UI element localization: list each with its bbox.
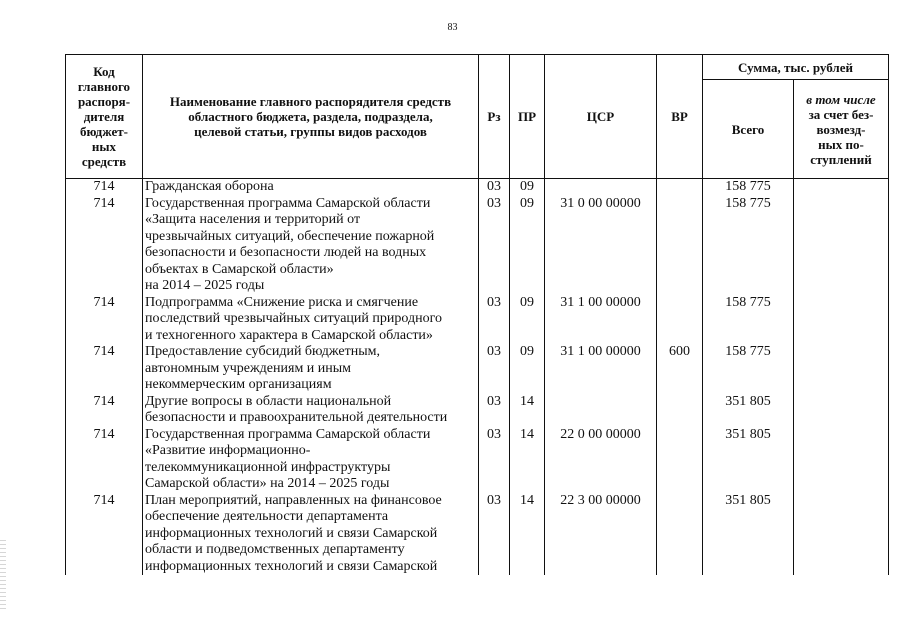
budget-table xyxy=(65,54,889,575)
header-code xyxy=(66,55,143,179)
name-line: объектах в Самарской области» xyxy=(145,261,334,277)
cell-code: 714 xyxy=(66,427,143,493)
table-row xyxy=(66,493,889,576)
table-row xyxy=(66,394,889,427)
cell-name xyxy=(143,394,479,427)
header-line: Наименование главного распорядителя средств xyxy=(169,94,452,109)
header-line: главного xyxy=(77,79,131,94)
name-line: на 2014 – 2025 годы xyxy=(145,278,265,293)
cell-rz: 03 xyxy=(479,394,510,427)
page-number: 83 xyxy=(447,22,458,33)
header-line: целевой статьи, группы видов расходов xyxy=(194,124,427,139)
cell-code: 714 xyxy=(66,196,143,295)
header-rz: Рз xyxy=(479,55,510,179)
cell-csr: 22 0 00 00000 xyxy=(545,427,657,493)
table-row xyxy=(66,427,889,493)
name-line: некоммерческим организациям xyxy=(145,377,332,392)
name-line: безопасности и правоохранительной деятельности xyxy=(145,410,448,425)
header-line: ных по- xyxy=(818,136,864,152)
cell-vr xyxy=(657,295,703,345)
header-line: ных xyxy=(91,139,117,154)
header-line: дителя xyxy=(83,109,125,124)
cell-name xyxy=(143,493,479,576)
cell-pr: 09 xyxy=(510,295,545,345)
header-line: возмезд- xyxy=(816,121,866,137)
scan-artifact xyxy=(0,540,6,610)
cell-total: 351 805 xyxy=(703,493,794,576)
table-row xyxy=(66,179,889,196)
cell-total: 158 775 xyxy=(703,344,794,394)
cell-name xyxy=(143,427,479,493)
table-body xyxy=(66,179,889,576)
cell-total: 158 775 xyxy=(703,179,794,196)
name-line: безопасности и безопасности людей на водных xyxy=(145,245,427,260)
table-row xyxy=(66,295,889,345)
name-line: информационных технологий и связи Самарской xyxy=(145,525,438,541)
cell-vr xyxy=(657,427,703,493)
header-line: распоря- xyxy=(77,94,131,109)
cell-free-receipts xyxy=(794,427,889,493)
name-line: Государственная программа Самарской области xyxy=(145,426,431,442)
cell-free-receipts xyxy=(794,394,889,427)
cell-vr xyxy=(657,394,703,427)
cell-vr: 600 xyxy=(657,344,703,394)
header-line: бюджет- xyxy=(79,124,128,139)
cell-csr: 31 0 00 00000 xyxy=(545,196,657,295)
name-line: телекоммуникационной инфраструктуры xyxy=(145,459,391,475)
cell-rz: 03 xyxy=(479,196,510,295)
cell-code: 714 xyxy=(66,295,143,345)
header-sum-group: Сумма, тыс. рублей xyxy=(703,55,889,80)
table-row xyxy=(66,344,889,394)
name-line: обеспечение деятельности департамента xyxy=(145,509,389,524)
header-line: ступлений xyxy=(810,151,872,167)
cell-vr xyxy=(657,196,703,295)
cell-rz: 03 xyxy=(479,295,510,345)
cell-csr: 31 1 00 00000 xyxy=(545,344,657,394)
header-line: за счет без- xyxy=(808,106,874,122)
name-line: «Развитие информационно- xyxy=(145,443,311,458)
cell-name xyxy=(143,179,479,196)
cell-free-receipts xyxy=(794,295,889,345)
header-line: Код xyxy=(93,64,115,79)
cell-name xyxy=(143,295,479,345)
name-line: чрезвычайных ситуаций, обеспечение пожарной xyxy=(145,228,435,244)
name-line: Предоставление субсидий бюджетным, xyxy=(145,344,381,359)
cell-pr: 14 xyxy=(510,394,545,427)
cell-free-receipts xyxy=(794,179,889,196)
header-line: областного бюджета, раздела, подраздела, xyxy=(188,109,433,124)
name-line: автономным учреждениям и иным xyxy=(145,360,352,376)
cell-vr xyxy=(657,179,703,196)
cell-pr: 14 xyxy=(510,427,545,493)
cell-code: 714 xyxy=(66,179,143,196)
name-line: области и подведомственных департаменту xyxy=(145,542,405,557)
name-line: Самарской области» на 2014 – 2025 годы xyxy=(145,476,390,491)
name-line: Подпрограмма «Снижение риска и смягчение xyxy=(145,294,419,310)
cell-total: 351 805 xyxy=(703,427,794,493)
cell-rz: 03 xyxy=(479,344,510,394)
cell-free-receipts xyxy=(794,196,889,295)
name-line: Гражданская оборона xyxy=(145,179,274,194)
cell-pr: 09 xyxy=(510,179,545,196)
cell-rz: 03 xyxy=(479,493,510,576)
header-name xyxy=(143,55,479,179)
table-row xyxy=(66,196,889,295)
cell-pr: 09 xyxy=(510,344,545,394)
header-line: средств xyxy=(81,154,127,169)
cell-csr xyxy=(545,394,657,427)
name-line: информационных технологий и связи Самарской xyxy=(145,558,438,574)
name-line: Государственная программа Самарской области xyxy=(145,195,431,211)
name-line: «Защита населения и территорий от xyxy=(145,212,361,227)
cell-code: 714 xyxy=(66,493,143,576)
name-line: и техногенного характера в Самарской области» xyxy=(145,327,433,343)
cell-pr: 09 xyxy=(510,196,545,295)
name-line: План мероприятий, направленных на финансовое xyxy=(145,492,442,508)
cell-csr xyxy=(545,179,657,196)
header-total: Всего xyxy=(703,80,794,179)
cell-free-receipts xyxy=(794,344,889,394)
cell-csr: 22 3 00 00000 xyxy=(545,493,657,576)
cell-free-receipts xyxy=(794,493,889,576)
cell-vr xyxy=(657,493,703,576)
header-line: в том числе xyxy=(806,91,876,107)
cell-name xyxy=(143,344,479,394)
cell-total: 158 775 xyxy=(703,196,794,295)
cell-code: 714 xyxy=(66,344,143,394)
header-free-receipts xyxy=(794,80,889,179)
cell-rz: 03 xyxy=(479,427,510,493)
cell-rz: 03 xyxy=(479,179,510,196)
name-line: Другие вопросы в области национальной xyxy=(145,393,392,409)
cell-csr: 31 1 00 00000 xyxy=(545,295,657,345)
header-vr: ВР xyxy=(657,55,703,179)
cell-total: 351 805 xyxy=(703,394,794,427)
header-pr: ПР xyxy=(510,55,545,179)
cell-pr: 14 xyxy=(510,493,545,576)
cell-total: 158 775 xyxy=(703,295,794,345)
name-line: последствий чрезвычайных ситуаций природного xyxy=(145,311,442,326)
cell-code: 714 xyxy=(66,394,143,427)
cell-name xyxy=(143,196,479,295)
header-csr: ЦСР xyxy=(545,55,657,179)
